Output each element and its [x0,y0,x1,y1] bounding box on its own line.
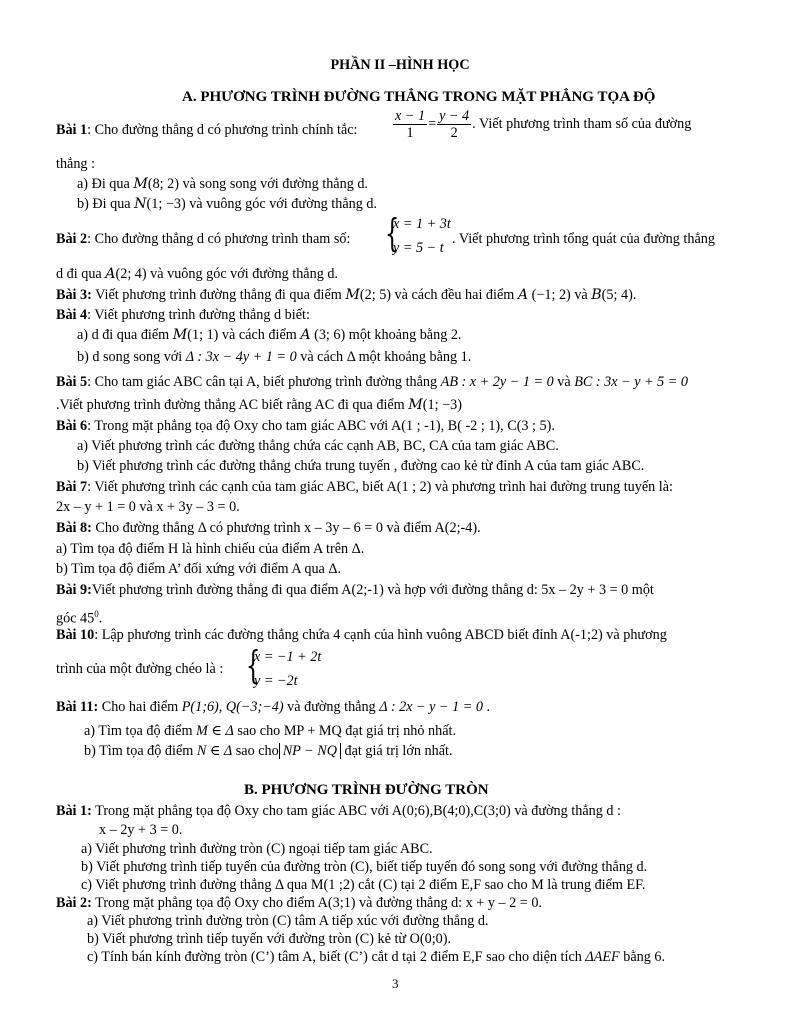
b-bai2-line: Bài 2: Trong mặt phẳng tọa độ Oxy cho điểm A(3;1) và đường thẳng d: x + y – 2 = 0. [56,895,542,911]
bai2-system-line2: y = 5 − t [393,240,444,256]
bai8-line: Bài 8: Cho đường thẳng Δ có phương trình x – 3y – 6 = 0 và điểm A(2;-4). [56,520,481,536]
bai1-equation: $\frac{x - 1}{1}$ = $\frac{y - 4}{2}$ . Viết phương trình tham số của đường [395,108,692,141]
brace-icon: { [384,211,400,255]
bai6-line: Bài 6: Trong mặt phẳng tọa độ Oxy cho tam giác ABC với A(1 ; -1), B( -2 ; 1), C(3 ; 5). [56,418,555,434]
bai4-item-a: a) d đi qua điểm 𝑀(1; 1) và cách điểm 𝐴 (3; 6) một khoảng bằng 2. [77,327,462,343]
b-bai2-item-c: c) Tính bán kính đường tròn (C’) tâm A, biết (C’) cắt d tại 2 điểm E,F sao cho diện tích ΔAEF bằng 6. [87,949,666,965]
b-bai1-cont: x – 2y + 3 = 0. [99,822,183,838]
b-bai2-item-b: b) Viết phương trình tiếp tuyến với đường tròn (C) kẻ từ O(0;0). [87,931,452,947]
bai1-item-a: a) Đi qua 𝑀(8; 2) và song song với đường thẳng d. [77,176,368,192]
bai5-cont: .Viết phương trình đường thẳng AC biết rằng AC đi qua điểm 𝑀(1; −3) [56,397,462,413]
b-bai1-item-a: a) Viết phương trình đường tròn (C) ngoại tiếp tam giác ABC. [81,841,433,857]
bai9-line: Bài 9:Viết phương trình đường thẳng đi qua điểm A(2;-1) và hợp với đường thẳng d: 5x – 2y + 3 = 0 một [56,582,654,598]
page-number: 3 [392,976,399,991]
bai1-cont: thẳng : [56,156,96,172]
bai1-item-b: b) Đi qua 𝑁(1; −3) và vuông góc với đường thẳng d. [77,196,378,212]
bai4-line: Bài 4: Viết phương trình đường thẳng d biết: [56,307,310,323]
bai10-cont: trình của một đường chéo là : [56,661,224,677]
bai11-item-b: b) Tìm tọa độ điểm N ∈ Δ sao cho NP − NQ đạt giá trị lớn nhất. [84,743,453,759]
b-bai2-item-a: a) Viết phương trình đường tròn (C) tâm A tiếp xúc với đường thẳng d. [87,913,489,929]
bai8-item-a: a) Tìm tọa độ điểm H là hình chiếu của điểm A trên Δ. [56,541,365,557]
bai7-line: Bài 7: Viết phương trình các cạnh của tam giác ABC, biết A(1 ; 2) và phương trình hai đường trung tuyến là: [56,479,673,495]
fraction: $\frac{x - 1}{1}$ [395,108,426,141]
bai5-line: Bài 5: Cho tam giác ABC cân tại A, biết phương trình đường thẳng AB : x + 2y − 1 = 0 và BC : 3x − y + 5 = 0 [56,374,689,390]
bai2-cont: d đi qua 𝐴(2; 4) và vuông góc với đường thẳng d. [56,266,338,282]
b-bai1-item-b: b) Viết phương trình tiếp tuyến của đường tròn (C), biết tiếp tuyến đó song song với đường thẳng d. [81,859,648,875]
b-bai1-item-c: c) Viết phương trình đường thẳng Δ qua M(1 ;2) cắt (C) tại 2 điểm E,F sao cho M là trung điểm EF. [81,877,646,893]
bai6-item-b: b) Viết phương trình các đường thẳng chứa trung tuyến , đường cao kẻ từ đỉnh A của tam giác ABC. [77,458,645,474]
bai10-line: Bài 10: Lập phương trình các đường thẳng chứa 4 cạnh của hình vuông ABCD biết đỉnh A(-1;2) và phương [56,627,667,643]
bai3-line: Bài 3: Viết phương trình đường thẳng đi qua điểm 𝑀(2; 5) và cách đều hai điểm 𝐴 (−1; 2) và 𝐵(5; 4). [56,287,637,303]
bai2-text-after: . Viết phương trình tổng quát của đường thẳng [452,231,715,247]
bai1-a-line: Bài 1: Cho đường thẳng d có phương trình chính tắc: [56,122,358,138]
bai10-system-line2: y = −2t [254,673,298,689]
bai9-cont: góc $45^0$. [56,609,103,627]
bai10-system-line1: x = −1 + 2t [254,649,322,665]
section-b-title: B. PHƯƠNG TRÌNH ĐƯỜNG TRÒN [244,782,489,798]
section-a-title: A. PHƯƠNG TRÌNH ĐƯỜNG THẲNG TRONG MẶT PHẲNG TỌA ĐỘ [182,89,656,105]
b-bai1-line: Bài 1: Trong mặt phẳng tọa độ Oxy cho tam giác ABC với A(0;6),B(4;0),C(3;0) và đường thẳng d : [56,803,621,819]
fraction: $\frac{y - 4}{2}$ [439,108,470,141]
part-title: PHẦN II –HÌNH HỌC [330,57,470,73]
bai7-cont: 2x – y + 1 = 0 và x + 3y – 3 = 0. [56,499,240,515]
bai11-item-a: a) Tìm tọa độ điểm M ∈ Δ sao cho MP + MQ đạt giá trị nhỏ nhất. [84,723,457,739]
bai6-item-a: a) Viết phương trình các đường thẳng chứa các cạnh AB, BC, CA của tam giác ABC. [77,438,559,454]
bai2-system-line1: x = 1 + 3t [393,216,451,232]
bai4-item-b: b) d song song với Δ : 3x − 4y + 1 = 0 và cách Δ một khoảng bằng 1. [77,349,472,365]
bai2-line: Bài 2: Cho đường thẳng d có phương trình tham số: [56,231,351,247]
bai8-item-b: b) Tìm tọa độ điểm A’ đối xứng với điểm A qua Δ. [56,561,342,577]
bai11-line: Bài 11: Cho hai điểm P(1;6), Q(−3;−4) và đường thẳng Δ : 2x − y − 1 = 0 . [56,699,491,715]
brace-icon: { [245,643,261,687]
